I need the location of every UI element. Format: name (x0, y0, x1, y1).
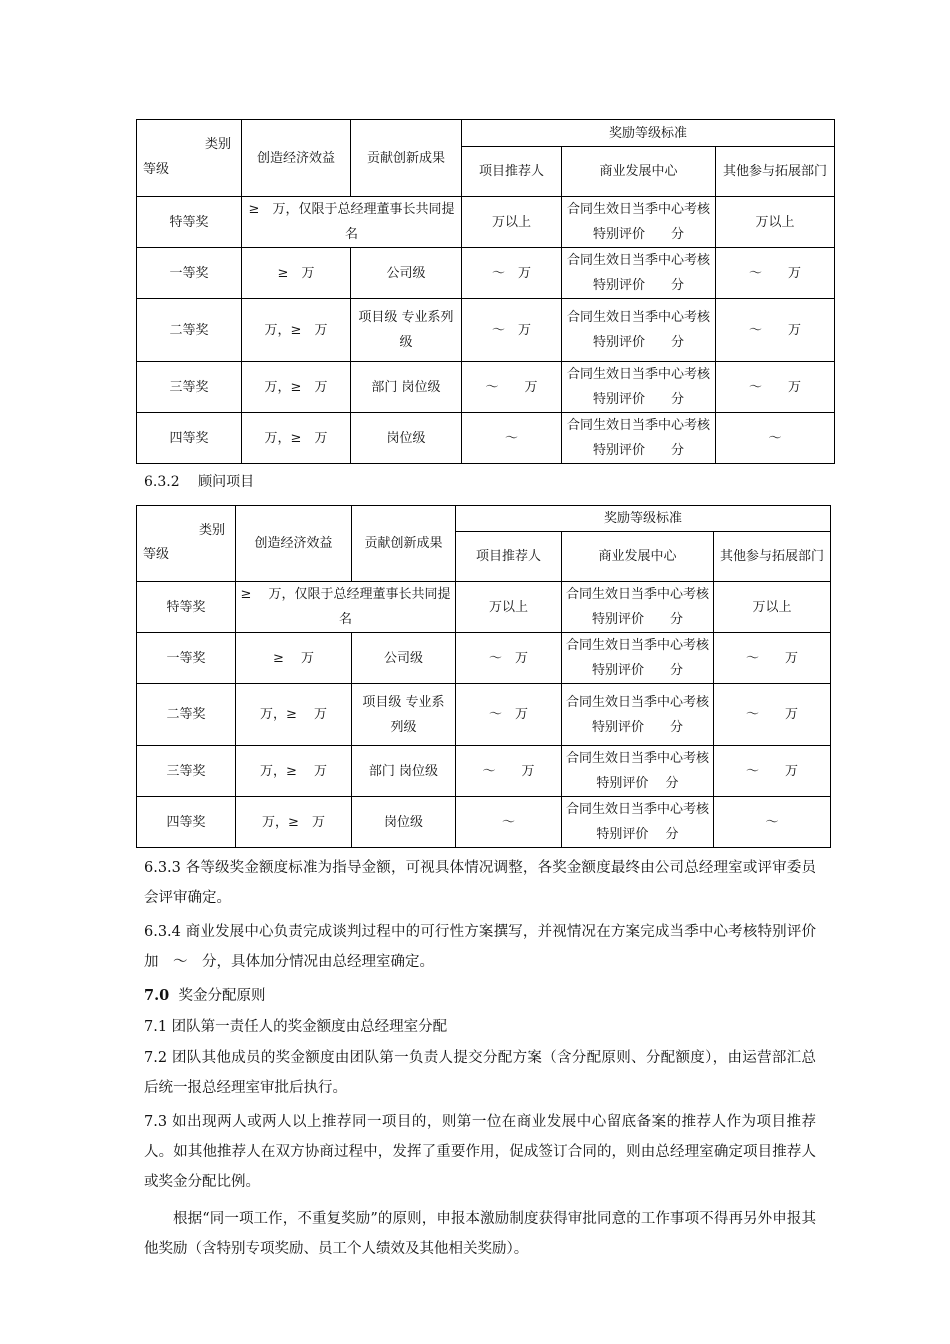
recommender-cell: 万以上 (462, 197, 562, 248)
paragraph-72: 7.2 团队其他成员的奖金额度由团队第一负责人提交分配方案（含分配原则、分配额度），由运营部汇总后统一报总经理室审批后执行。 (144, 1050, 816, 1096)
grade-cell: 四等奖 (137, 413, 242, 464)
section-heading-70 (144, 981, 816, 1011)
header-economic: 创造经济效益 (236, 506, 352, 582)
header-reward-standard: 奖励等级标准 (456, 506, 831, 532)
others-cell: ～ 万 (716, 299, 835, 362)
economic-cell: 万，≥ 万 (236, 746, 352, 797)
grade-cell: 二等奖 (137, 684, 236, 746)
grade-cell: 三等奖 (137, 746, 236, 797)
table-row (137, 299, 835, 362)
bdc-cell: 合同生效日当季中心考核特别评价 分 (562, 746, 714, 797)
table-row (137, 797, 831, 848)
paragraph-633: 6.3.3 各等级奖金额度标准为指导金额，可视具体情况调整，各奖金额度最终由公司总经理室或评审委员会评审确定。 (144, 860, 816, 906)
economic-cell: ≥ 万，仅限于总经理董事长共同提名 (242, 197, 462, 248)
header-economic: 创造经济效益 (242, 120, 351, 197)
others-cell: ～ 万 (716, 248, 835, 299)
award-table-2 (136, 505, 831, 848)
header-bdc: 商业发展中心 (562, 147, 716, 197)
bdc-cell: 合同生效日当季中心考核特别评价 分 (562, 248, 716, 299)
recommender-cell: ～ 万 (456, 746, 562, 797)
others-cell: ～ 万 (716, 362, 835, 413)
table-row (137, 582, 831, 633)
header-reward-standard: 奖励等级标准 (462, 120, 835, 147)
table-row (137, 633, 831, 684)
innovation-cell: 公司级 (352, 633, 456, 684)
table-row (137, 362, 835, 413)
header-category: 类别 (198, 523, 225, 538)
grade-cell: 二等奖 (137, 299, 242, 362)
recommender-cell: ～ (462, 413, 562, 464)
section-title-70: 奖金分配原则 (178, 988, 266, 1004)
bdc-cell: 合同生效日当季中心考核特别评价 分 (562, 582, 714, 633)
economic-cell: 万，≥ 万 (236, 684, 352, 746)
header-grade: 等级 (143, 547, 170, 562)
header-category-grade (137, 120, 242, 197)
others-cell: 万以上 (716, 197, 835, 248)
innovation-cell: 项目级 专业系列级 (351, 299, 462, 362)
header-recommender: 项目推荐人 (462, 147, 562, 197)
economic-cell: ≥ 万 (236, 633, 352, 684)
bdc-cell: 合同生效日当季中心考核特别评价 分 (562, 413, 716, 464)
header-bdc: 商业发展中心 (562, 532, 714, 582)
grade-cell: 特等奖 (137, 582, 236, 633)
innovation-cell: 岗位级 (352, 797, 456, 848)
innovation-cell: 部门 岗位级 (352, 746, 456, 797)
economic-cell: ≥ 万 (242, 248, 351, 299)
grade-cell: 特等奖 (137, 197, 242, 248)
table-row (137, 197, 835, 248)
economic-cell: ≥ 万，仅限于总经理董事长共同提名 (236, 582, 456, 633)
others-cell: ～ 万 (714, 633, 831, 684)
section-heading-632: 6.3.2 顾问项目 (144, 474, 255, 490)
bdc-cell: 合同生效日当季中心考核特别评价 分 (562, 362, 716, 413)
others-cell: ～ (716, 413, 835, 464)
award-table-1 (136, 119, 835, 464)
paragraph-73: 7.3 如出现两人或两人以上推荐同一项目的，则第一位在商业发展中心留底备案的推荐人作为项目推荐人。如其他推荐人在双方协商过程中，发挥了重要作用，促成签订合同的，则由总经理室确定项目推荐人或奖金分配比例。 (144, 1114, 816, 1190)
bdc-cell: 合同生效日当季中心考核特别评价 分 (562, 684, 714, 746)
bdc-cell: 合同生效日当季中心考核特别评价 分 (562, 197, 716, 248)
paragraph-634: 6.3.4 商业发展中心负责完成谈判过程中的可行性方案撰写，并视情况在方案完成当季中心考核特别评价加 ～ 分，具体加分情况由总经理室确定。 (144, 924, 816, 970)
header-innovation: 贡献创新成果 (352, 506, 456, 582)
innovation-cell: 岗位级 (351, 413, 462, 464)
grade-cell: 一等奖 (137, 248, 242, 299)
grade-cell: 一等奖 (137, 633, 236, 684)
bdc-cell: 合同生效日当季中心考核特别评价 分 (562, 633, 714, 684)
economic-cell: 万，≥ 万 (242, 413, 351, 464)
recommender-cell: ～ 万 (462, 299, 562, 362)
header-category-grade (137, 506, 236, 582)
economic-cell: 万，≥ 万 (242, 299, 351, 362)
table-row (137, 746, 831, 797)
table-row (137, 248, 835, 299)
others-cell: ～ 万 (714, 746, 831, 797)
recommender-cell: 万以上 (456, 582, 562, 633)
table-row (137, 684, 831, 746)
economic-cell: 万，≥ 万 (236, 797, 352, 848)
innovation-cell: 项目级 专业系列级 (352, 684, 456, 746)
innovation-cell: 公司级 (351, 248, 462, 299)
paragraph-final: 根据“同一项工作，不重复奖励”的原则，申报本激励制度获得审批同意的工作事项不得再另外申报其他奖励（含特别专项奖励、员工个人绩效及其他相关奖励）。 (144, 1211, 816, 1257)
recommender-cell: ～ 万 (456, 684, 562, 746)
table-row (137, 413, 835, 464)
header-innovation: 贡献创新成果 (351, 120, 462, 197)
bdc-cell: 合同生效日当季中心考核特别评价 分 (562, 797, 714, 848)
recommender-cell: ～ 万 (462, 248, 562, 299)
bdc-cell: 合同生效日当季中心考核特别评价 分 (562, 299, 716, 362)
paragraph-71: 7.1 团队第一责任人的奖金额度由总经理室分配 (144, 1019, 448, 1035)
section-number-70: 7.0 (144, 987, 170, 1004)
header-category: 类别 (204, 137, 231, 152)
header-grade: 等级 (143, 162, 170, 177)
innovation-cell: 部门 岗位级 (351, 362, 462, 413)
others-cell: ～ 万 (714, 684, 831, 746)
others-cell: 万以上 (714, 582, 831, 633)
recommender-cell: ～ (456, 797, 562, 848)
header-recommender: 项目推荐人 (456, 532, 562, 582)
header-others: 其他参与拓展部门 (714, 532, 831, 582)
recommender-cell: ～ 万 (462, 362, 562, 413)
others-cell: ～ (714, 797, 831, 848)
recommender-cell: ～ 万 (456, 633, 562, 684)
grade-cell: 三等奖 (137, 362, 242, 413)
header-others: 其他参与拓展部门 (716, 147, 835, 197)
economic-cell: 万，≥ 万 (242, 362, 351, 413)
grade-cell: 四等奖 (137, 797, 236, 848)
